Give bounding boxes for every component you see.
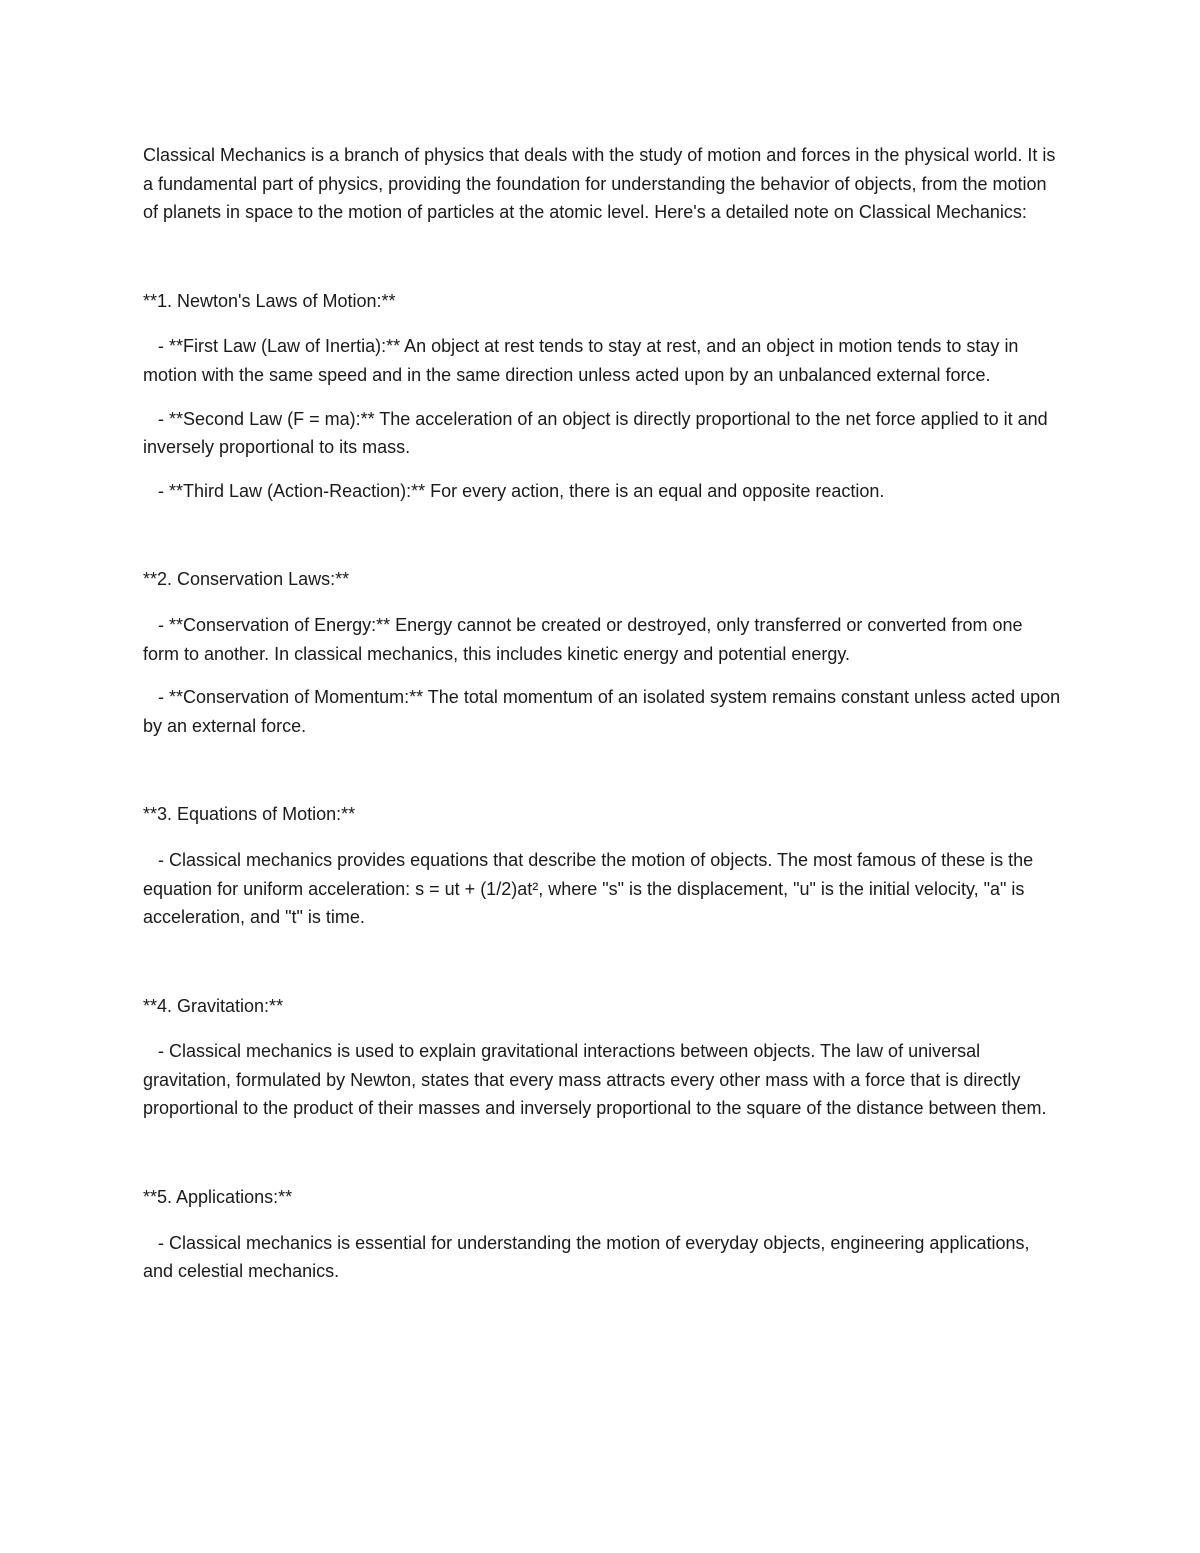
list-item-third-law: - **Third Law (Action-Reaction):** For every action, there is an equal and opposite reaction. xyxy=(158,480,885,501)
document-body xyxy=(143,141,1063,1301)
list-item-applications: - Classical mechanics is essential for understanding the motion of everyday objects, engineering applications, and celestial mechanics. xyxy=(143,1232,1030,1282)
section-heading-newtons-laws: **1. Newton's Laws of Motion:** xyxy=(143,290,396,311)
list-item-equations: - Classical mechanics provides equations that describe the motion of objects. The most famous of these is the equation for uniform acceleration: s = ut + (1/2)at², where "s" is the displacement, "u" is the initial velocity, "a" is acceleration, and "t" is time. xyxy=(143,849,1034,928)
list-item-conservation-energy: - **Conservation of Energy:** Energy cannot be created or destroyed, only transferred or converted from one form to another. In classical mechanics, this includes kinetic energy and potential energy. xyxy=(143,614,1023,664)
list-item-gravitation: - Classical mechanics is used to explain gravitational interactions between objects. The law of universal gravitation, formulated by Newton, states that every mass attracts every other mass with a force that is directly proportional to the product of their masses and inversely proportional to the square of the distance between them. xyxy=(143,1041,1047,1119)
list-item-conservation-momentum: - **Conservation of Momentum:** The total momentum of an isolated system remains constant unless acted upon by an external force. xyxy=(143,687,1061,736)
section-heading-conservation-laws: **2. Conservation Laws:** xyxy=(143,569,350,590)
section-heading-equations-of-motion: **3. Equations of Motion:** xyxy=(143,804,356,825)
list-item-first-law: - **First Law (Law of Inertia):** An object at rest tends to stay at rest, and an object in motion tends to stay in motion with the same speed and in the same direction unless acted upon by an unbalanced external force. xyxy=(143,336,1019,385)
list-item-second-law: - **Second Law (F = ma):** The acceleration of an object is directly proportional to the net force applied to it and inversely proportional to its mass. xyxy=(143,408,1048,458)
section-heading-gravitation: **4. Gravitation:** xyxy=(143,995,284,1016)
intro-paragraph: Classical Mechanics is a branch of physics that deals with the study of motion and forces in the physical world. It is a fundamental part of physics, providing the foundation for understanding the behavior of objects, from the motion of planets in space to the motion of particles at the atomic level. Here's a detailed note on Classical Mechanics: xyxy=(143,145,1056,223)
section-heading-applications: **5. Applications:** xyxy=(143,1187,293,1208)
